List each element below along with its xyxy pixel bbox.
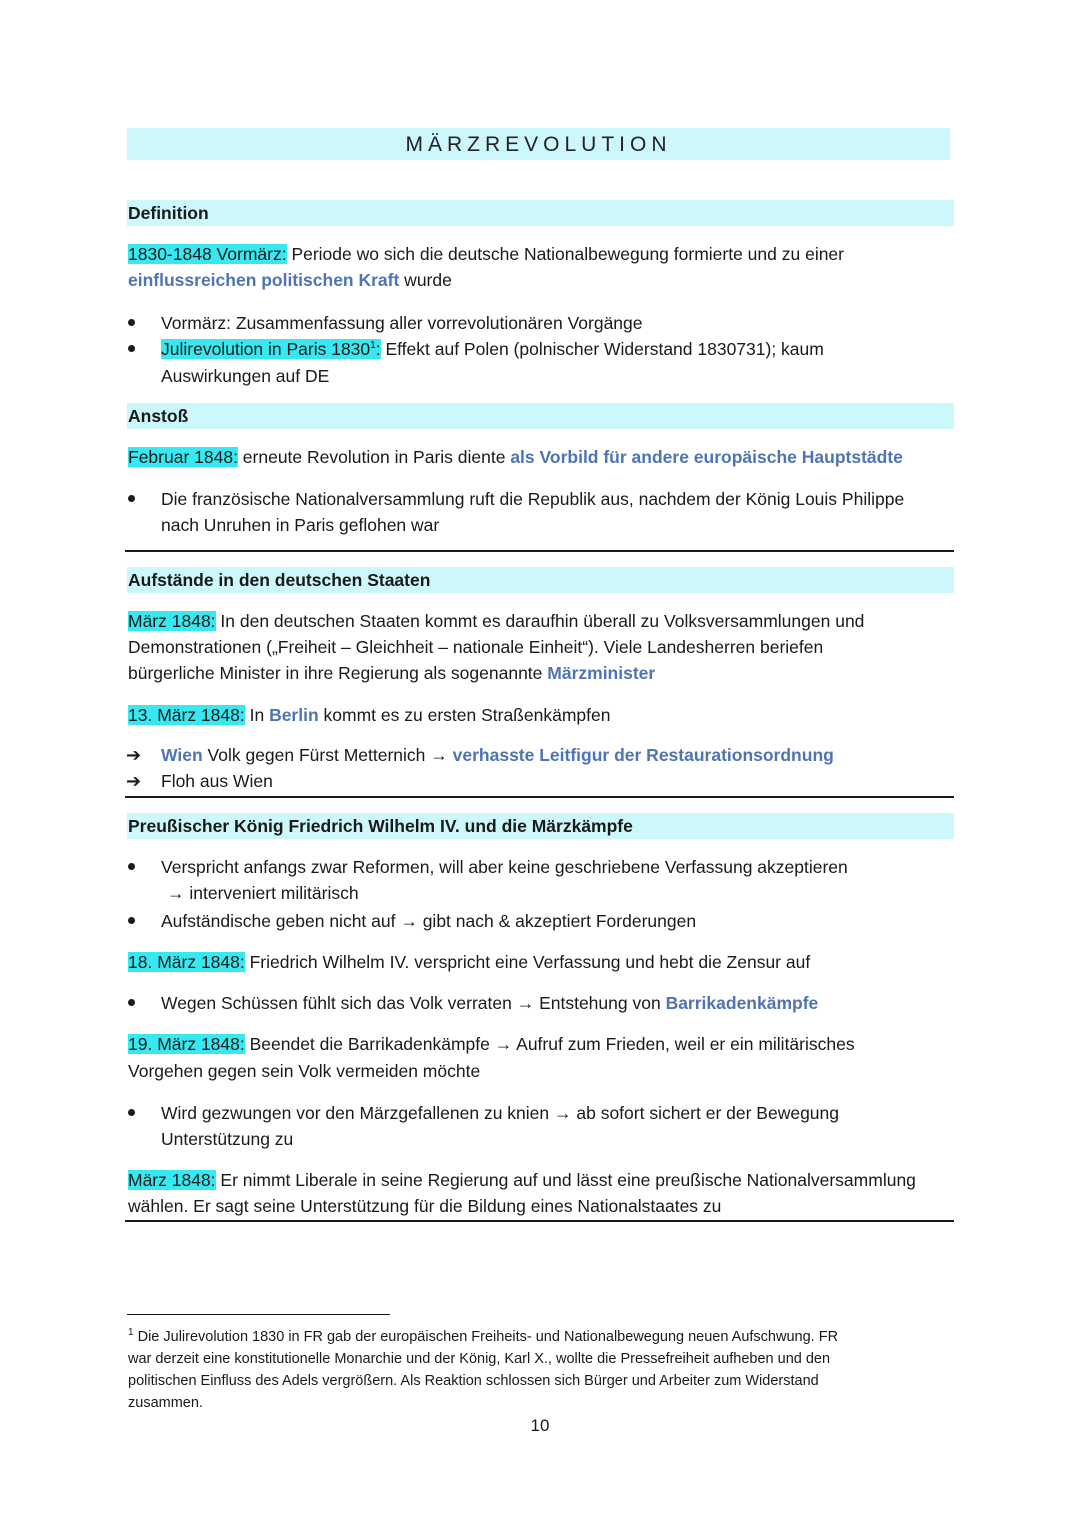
section-divider [125, 1220, 954, 1222]
paragraph-maerz-liberale: März 1848: Er nimmt Liberale in seine Regierung auf und lässt eine preußische Nationalversammlung [128, 1170, 916, 1190]
footnote-separator [127, 1314, 390, 1315]
aufstaende-paragraph-line2: Demonstrationen („Freiheit – Gleichheit – nationale Einheit“). Viele Landesherren beriefen [128, 637, 824, 657]
footnote-line4: zusammen. [128, 1395, 203, 1411]
bullet-icon [128, 345, 135, 352]
date-highlight: 1830-1848 Vormärz: [128, 244, 287, 264]
paragraph-18-maerz: 18. März 1848: Friedrich Wilhelm IV. verspricht eine Verfassung und hebt die Zensur auf [128, 952, 811, 972]
bullet-schuesse: Wegen Schüssen fühlt sich das Volk verraten → Entstehung von Barrikadenkämpfe [161, 993, 819, 1013]
arrow-bullet-icon: ➔ [126, 771, 142, 791]
bullet-icon [128, 863, 135, 870]
arrow-bullet-icon: ➔ [126, 745, 142, 765]
footnote-number: 1 [128, 1327, 134, 1339]
keyword: als Vorbild für andere europäische Hauptstädte [510, 447, 903, 467]
keyword: Barrikadenkämpfe [665, 993, 819, 1013]
keyword: einflussreichen politischen Kraft [128, 270, 400, 290]
bullet-knien-line2: Unterstützung zu [161, 1129, 294, 1149]
anstoss-paragraph: Februar 1848: erneute Revolution in Paris diente als Vorbild für andere europäische Hauptstädte [128, 447, 903, 467]
bullet-icon [128, 319, 135, 326]
section-heading-aufstaende: Aufstände in den deutschen Staaten [127, 567, 954, 593]
definition-paragraph: 1830-1848 Vormärz: Periode wo sich die deutsche Nationalbewegung formierte und zu einer [128, 244, 844, 264]
keyword: Wien [161, 745, 203, 765]
bullet-reformen-line2: → interveniert militärisch [167, 883, 359, 903]
aufstaende-paragraph-line3: bürgerliche Minister in ihre Regierung als sogenannte Märzminister [128, 663, 656, 683]
footnote-ref: 1 [370, 340, 376, 352]
date-highlight: 13. März 1848: [128, 705, 245, 725]
aufstaende-paragraph: März 1848: In den deutschen Staaten kommt es daraufhin überall zu Volksversammlungen und [128, 611, 865, 631]
bullet-icon [128, 999, 135, 1006]
page-title: MÄRZREVOLUTION [127, 128, 950, 160]
bullet-knien: Wird gezwungen vor den Märzgefallenen zu knien → ab sofort sichert er der Bewegung [161, 1103, 840, 1123]
date-highlight: März 1848: [128, 611, 216, 631]
section-heading-anstoss: Anstoß [127, 403, 954, 429]
bullet-reformen: Verspricht anfangs zwar Reformen, will aber keine geschriebene Verfassung akzeptieren [161, 857, 848, 877]
arrow-item-wien: Wien Volk gegen Fürst Metternich → verhasste Leitfigur der Restaurationsordnung [161, 745, 834, 765]
section-divider [125, 550, 954, 552]
date-highlight: März 1848: [128, 1170, 216, 1190]
bullet-nationalversammlung-line2: nach Unruhen in Paris geflohen war [161, 515, 440, 535]
berlin-paragraph: 13. März 1848: In Berlin kommt es zu ersten Straßenkämpfen [128, 705, 611, 725]
keyword: Märzminister [547, 663, 656, 683]
footnote-line2: war derzeit eine konstitutionelle Monarchie und der König, Karl X., wollte die Pressefreiheit aufheben und den [128, 1351, 831, 1367]
paragraph-19-maerz: 19. März 1848: Beendet die Barrikadenkämpfe → Aufruf zum Frieden, weil er ein militärisches [128, 1034, 855, 1054]
paragraph-maerz-liberale-line2: wählen. Er sagt seine Unterstützung für die Bildung eines Nationalstaates zu [128, 1196, 722, 1216]
section-heading-preussen: Preußischer König Friedrich Wilhelm IV. und die Märzkämpfe [127, 813, 954, 839]
date-highlight: 19. März 1848: [128, 1034, 245, 1054]
section-heading-definition: Definition [127, 200, 954, 226]
bullet-vormaerz: Vormärz: Zusammenfassung aller vorrevolutionären Vorgänge [161, 313, 643, 333]
footnote: $^1$ Die Julirevolution 1830 in FR gab der europäischen Freiheits- und Nationalbewegung neuen Aufschwung. FR [128, 1327, 839, 1345]
bullet-icon [128, 917, 135, 924]
bullet-icon [128, 1109, 135, 1116]
definition-paragraph-line2: einflussreichen politischen Kraft wurde [128, 270, 452, 290]
keyword: Berlin [269, 705, 319, 725]
bullet-nationalversammlung: Die französische Nationalversammlung ruft die Republik aus, nachdem der König Louis Philippe [161, 489, 905, 509]
keyword: verhasste Leitfigur der Restaurationsordnung [452, 745, 834, 765]
arrow-item-floh: Floh aus Wien [161, 771, 273, 791]
date-highlight: 18. März 1848: [128, 952, 245, 972]
date-highlight: Februar 1848: [128, 447, 238, 467]
date-highlight: Julirevolution in Paris 1830$^1$: [161, 339, 381, 359]
footnote-line3: politischen Einfluss des Adels vergrößern. Als Reaktion schlossen sich Bürger und Arbeiter zum Widerstand [128, 1373, 819, 1389]
bullet-julirevolution-line2: Auswirkungen auf DE [161, 366, 330, 386]
paragraph-19-maerz-line2: Vorgehen gegen sein Volk vermeiden möchte [128, 1061, 481, 1081]
section-divider [125, 796, 954, 798]
bullet-aufstaendische: Aufständische geben nicht auf → gibt nach & akzeptiert Forderungen [161, 911, 697, 931]
bullet-julirevolution: Julirevolution in Paris 1830$^1$: Effekt auf Polen (polnischer Widerstand 1830731); kaum [161, 339, 824, 359]
bullet-icon [128, 495, 135, 502]
page-number: 10 [530, 1416, 550, 1435]
